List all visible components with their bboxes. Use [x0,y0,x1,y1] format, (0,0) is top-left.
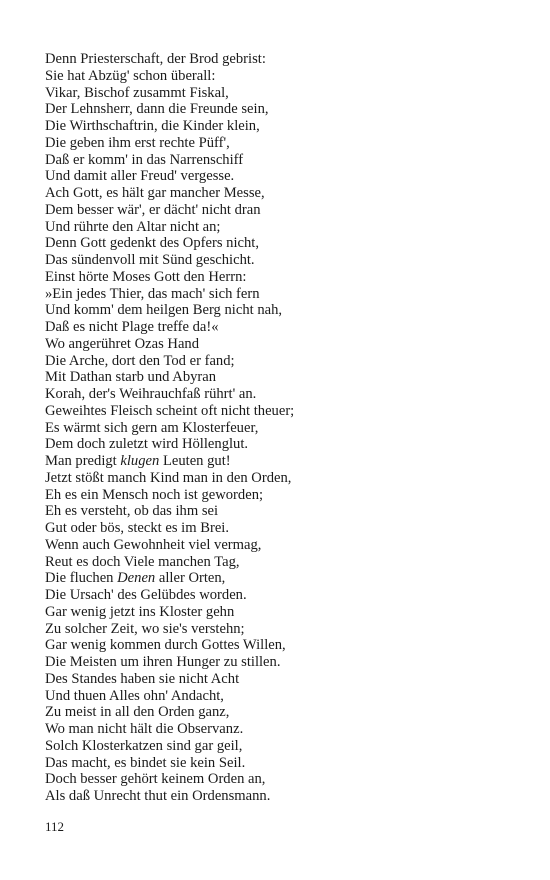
poem-line [45,85,525,102]
line-text: Gar wenig jetzt ins Kloster gehn [45,603,235,620]
poem-line [45,704,525,721]
poem-line [45,721,525,738]
poem-line [45,168,525,185]
line-text: Vikar, Bischof zusammt Fiskal, [45,84,229,101]
poem-line [45,185,525,202]
line-text: Denn Gott gedenkt des Opfers nicht, [45,235,259,252]
line-text: Dem doch zuletzt wird Höllenglut. [45,436,249,453]
line-text: Daß es nicht Plage treffe da!« [45,319,219,335]
poem-line [45,202,525,219]
line-text: Einst hörte Moses Gott den Herrn: [45,268,247,285]
line-text: Doch besser gehört keinem Orden an, [45,771,266,788]
poem-line [45,68,525,85]
line-text: Des Standes haben sie nicht Acht [45,670,240,687]
poem-line [45,671,525,688]
poem-line [45,118,525,135]
poem-line [45,235,525,252]
line-text: Eh es versteht, ob das ihm sei [45,503,219,520]
line-text: Es wärmt sich gern am Klosterfeuer, [45,419,259,436]
poem-line [45,470,525,487]
line-text: Und rührte den Altar nicht an; [45,218,221,235]
line-text: Gut oder bös, steckt es im Brei. [45,520,230,536]
line-text: Zu solcher Zeit, wo sie's verstehn; [45,620,245,637]
poem-line [45,302,525,319]
line-text: Gar wenig kommen durch Gottes Willen, [45,637,286,654]
poem-line [45,386,525,403]
line-text: aller Orten, [155,570,226,587]
poem-line [45,755,525,772]
poem-line [45,587,525,604]
line-text: Das macht, es bindet sie kein Seil. [45,754,246,771]
line-text: Die Ursach' des Gelübdes worden. [45,587,247,603]
poem-line [45,520,525,537]
emphasized-word: Denen [117,570,156,587]
poem-line [45,101,525,118]
line-text: Das sündenvoll mit Sünd geschicht. [45,252,255,268]
poem-line [45,537,525,554]
poem-line [45,487,525,504]
poem-line [45,420,525,437]
poem-line [45,554,525,571]
line-text: Wo angerühret Ozas Hand [45,335,200,352]
line-text: Die geben ihm erst rechte Püff', [45,134,230,151]
line-text: Als daß Unrecht thut ein Ordensmann. [45,788,271,804]
line-text: Geweihtes Fleisch scheint oft nicht theuer; [45,402,295,419]
line-text: Mit Dathan starb und Abyran [45,369,217,386]
line-text: Der Lehnsherr, dann die Freunde sein, [45,101,269,118]
poem-line [45,436,525,453]
poem-line [45,637,525,654]
poem-line [45,336,525,353]
line-text: Die Arche, dort den Tod er fand; [45,352,235,369]
poem-line [45,286,525,303]
poem-line [45,738,525,755]
line-text: »Ein jedes Thier, das mach' sich fern [45,285,260,302]
poem-line [45,219,525,236]
line-text: Wenn auch Gewohnheit viel vermag, [45,536,262,553]
line-text: Sie hat Abzüg' schon überall: [45,67,216,84]
poem-line [45,135,525,152]
poem-line [45,369,525,386]
line-text: Wo man nicht hält die Observanz. [45,721,244,737]
emphasized-word: klugen [120,453,160,469]
poem-line [45,152,525,169]
line-text: Leuten gut! [159,453,231,469]
poem-text [45,51,525,805]
line-text: Solch Klosterkatzen sind gar geil, [45,737,243,754]
line-text: Daß er komm' in das Narrenschiff [45,151,244,168]
line-text: Die Meisten um ihren Hunger zu stillen. [45,654,281,670]
poem-line [45,319,525,336]
poem-line [45,570,525,587]
poem-line [45,788,525,805]
line-text: Reut es doch Viele manchen Tag, [45,553,240,570]
line-text: Und komm' dem heilgen Berg nicht nah, [45,302,283,319]
line-text: Zu meist in all den Orden ganz, [45,704,230,721]
poem-line [45,453,525,470]
line-text: Und thuen Alles ohn' Andacht, [45,687,224,704]
line-text: Denn Priesterschaft, der Brod gebrist: [45,51,266,67]
line-text: Dem besser wär', er dächt' nicht dran [45,201,261,218]
poem-line [45,51,525,68]
page-number: 112 [45,819,65,834]
line-text: Eh es ein Mensch noch ist geworden; [45,486,264,503]
line-text: Jetzt stößt manch Kind man in den Orden, [45,469,292,486]
poem-line [45,252,525,269]
poem-line [45,269,525,286]
poem-line [45,403,525,420]
poem-line [45,621,525,638]
line-text: Korah, der's Weihrauchfaß rührt' an. [45,386,257,402]
line-text: Die Wirthschaftrin, die Kinder klein, [45,118,260,134]
poem-line [45,654,525,671]
poem-line [45,503,525,520]
poem-line [45,353,525,370]
poem-line [45,604,525,621]
line-text: Die fluchen [45,570,118,587]
poem-line [45,771,525,788]
line-text: Und damit aller Freud' vergesse. [45,168,235,185]
line-text: Man predigt [45,453,121,469]
poem-line [45,688,525,705]
line-text: Ach Gott, es hält gar mancher Messe, [45,185,265,201]
